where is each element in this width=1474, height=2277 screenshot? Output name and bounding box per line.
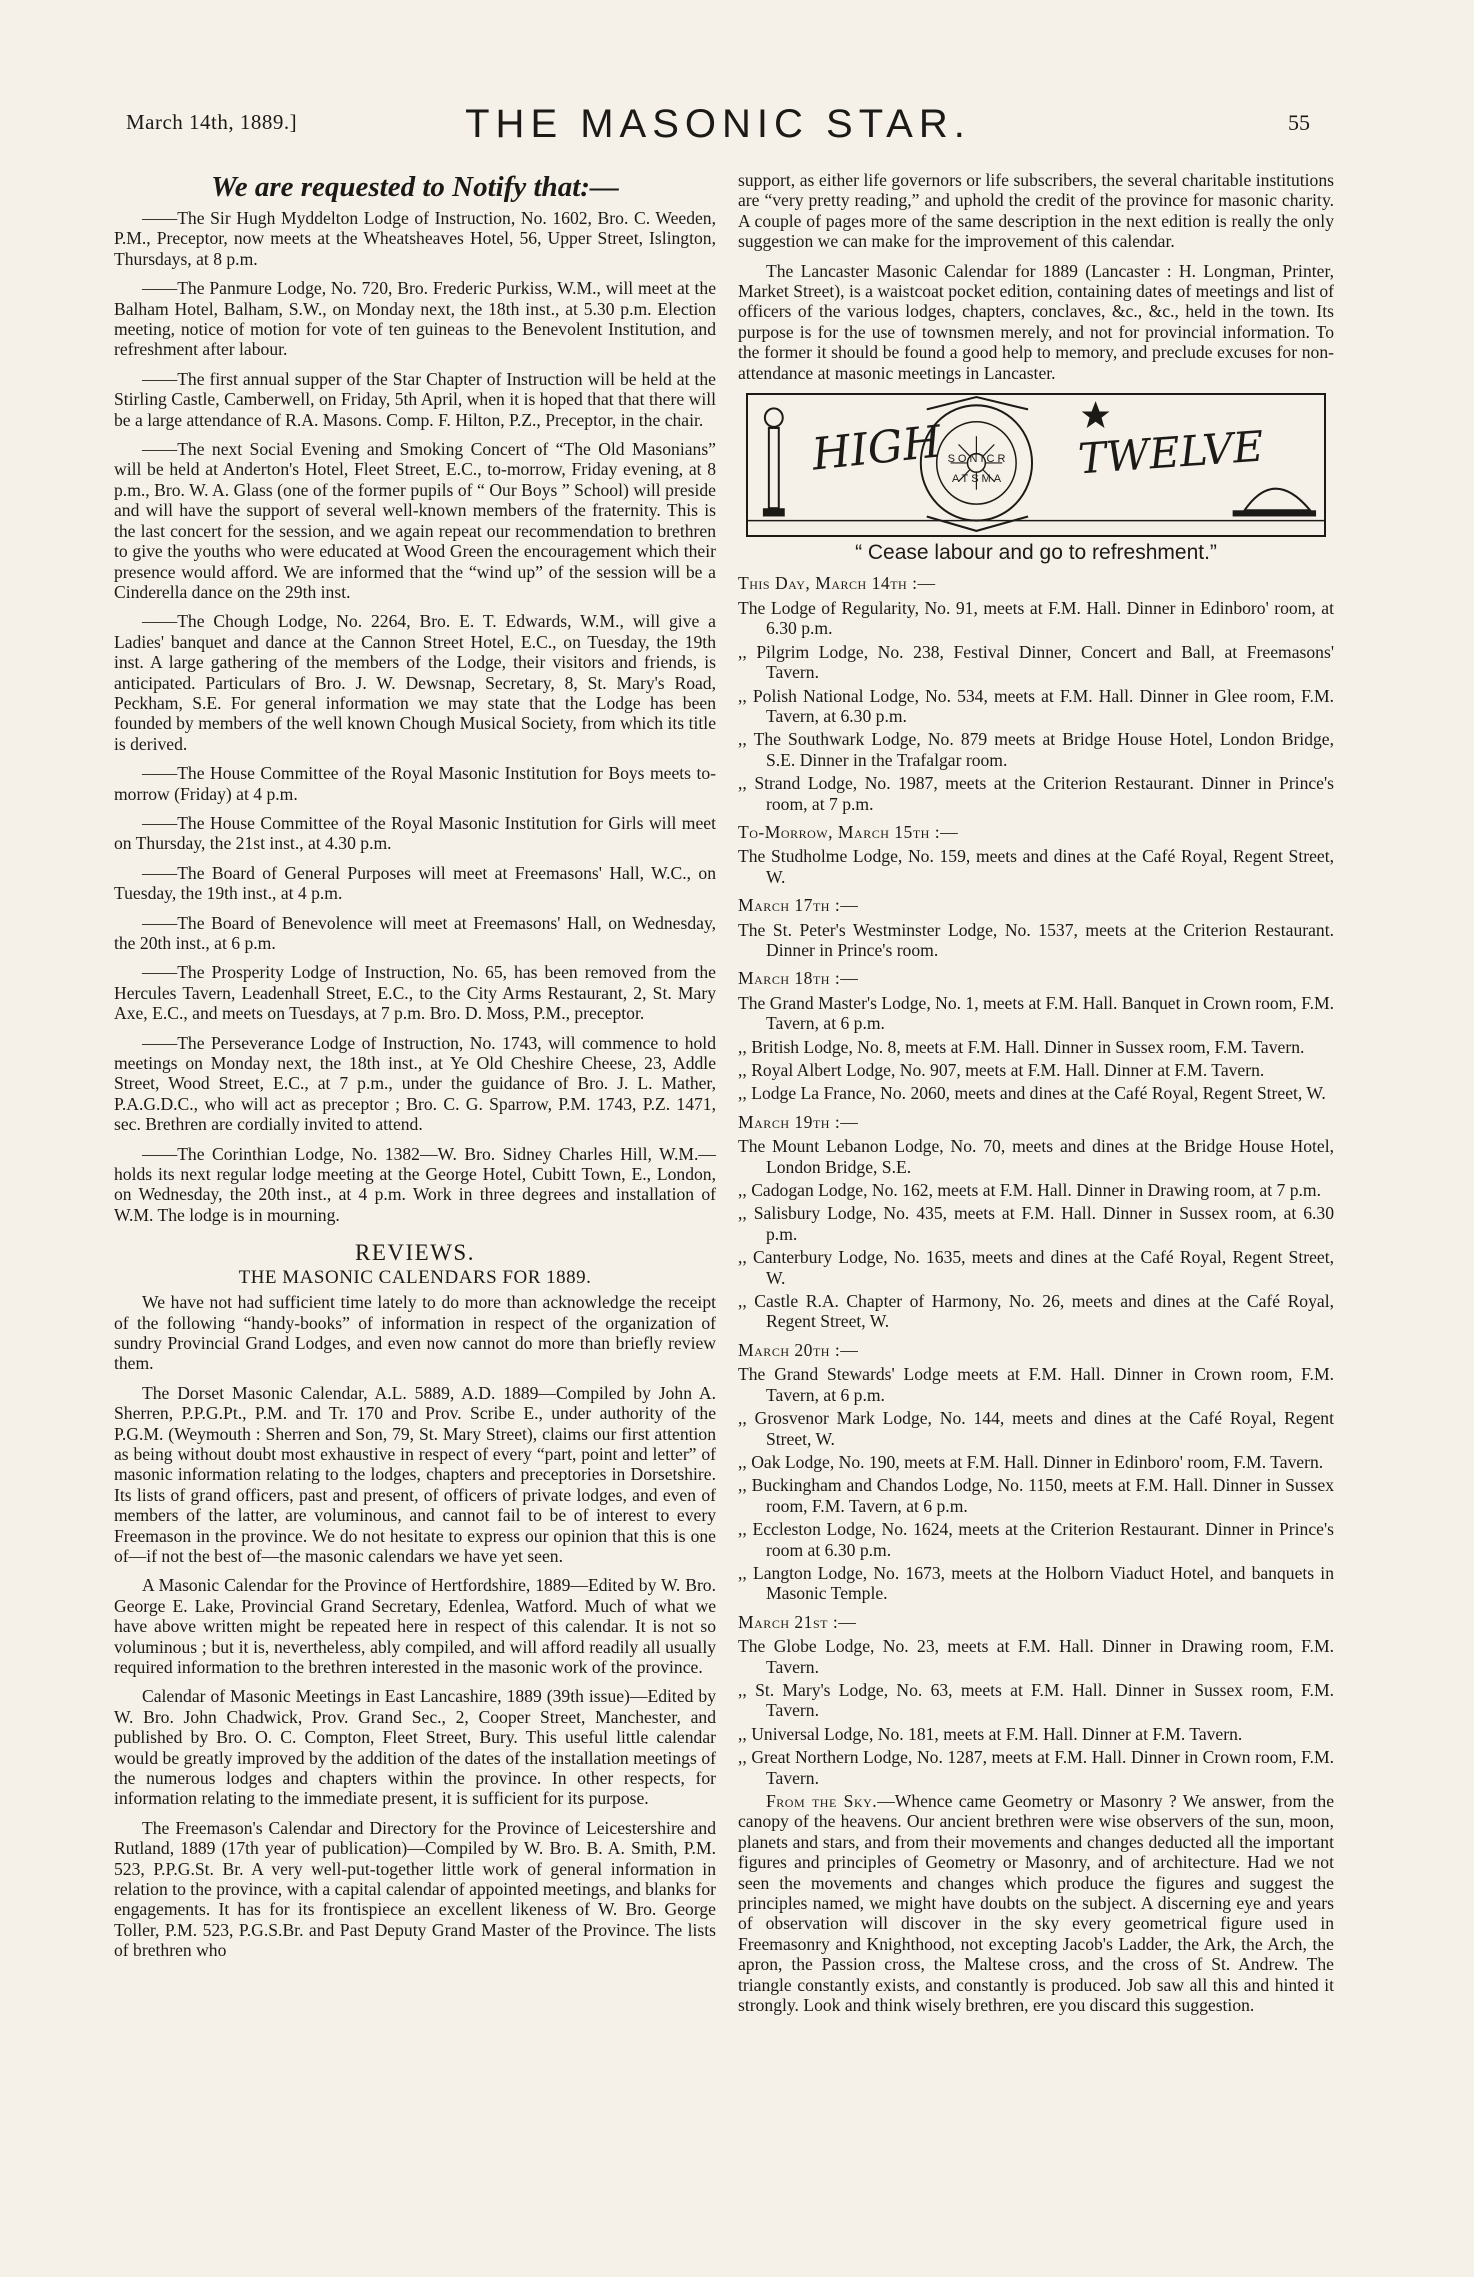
page-number: 55	[1288, 110, 1310, 135]
meeting-entry: ,, Universal Lodge, No. 181, meets at F.M. Hall. Dinner at F.M. Tavern.	[738, 1723, 1243, 1744]
notice-paragraph: ——The Perseverance Lodge of Instruction, No. 1743, will commence to hold meetings on Monday next, the 18th inst., at Ye Old Cheshire Cheese, 23, Addle Street, Wood Street, E.C., at 7 p.m., under the guidance of Bro. J. L. Mather, P.A.G.D.C., who will act as preceptor ; Bro. C. G. Sparrow, P.M. 1743, P.Z. 1471, sec. Brethren are cordially invited to attend.	[114, 1032, 716, 1135]
star-icon	[1082, 401, 1110, 428]
meeting-entry: ,, Canterbury Lodge, No. 1635, meets and dines at the Café Royal, Regent Street, W.	[738, 1247, 1334, 1288]
left-column	[114, 170, 716, 1970]
notice-paragraph: ——The first annual supper of the Star Chapter of Instruction will be held at the Stirling Castle, Camberwell, on Friday, 5th April, when it is hoped that that there will be a large attendance of R.A. Masons. Comp. F. Hilton, P.Z., Preceptor, in the chair.	[114, 368, 716, 430]
meeting-entry: ,, Salisbury Lodge, No. 435, meets at F.M. Hall. Dinner in Sussex room, at 6.30 p.m.	[738, 1203, 1334, 1244]
meetings-day	[738, 968, 1334, 1103]
meeting-entry: ,, Cadogan Lodge, No. 162, meets at F.M. Hall. Dinner in Drawing room, at 7 p.m.	[738, 1180, 1321, 1201]
meeting-entry: The Studholme Lodge, No. 159, meets and dines at the Café Royal, Regent Street, W.	[738, 846, 1334, 887]
high-twelve-banner	[746, 393, 1326, 537]
review-paragraph: A Masonic Calendar for the Province of Hertfordshire, 1889—Edited by W. Bro. George E. Lake, Provincial Grand Secretary, Edenlea, Watford. Much of what we have above written might be repeated here in respect of this calendar. It is not so voluminous ; but it is, nevertheless, ably compiled, and will afford readily all usually required information to the brethren interested in the masonic work of the province.	[114, 1575, 716, 1677]
temple-icon	[1233, 489, 1316, 517]
meeting-entry: ,, The Southwark Lodge, No. 879 meets at Bridge House Hotel, London Bridge, S.E. Dinner in the Trafalgar room.	[738, 729, 1334, 770]
meeting-entry: ,, Oak Lodge, No. 190, meets at F.M. Hall. Dinner in Edinboro' room, F.M. Tavern.	[738, 1451, 1324, 1472]
right-column	[738, 170, 1334, 2024]
meetings-day	[738, 1112, 1334, 1332]
notice-paragraph: ——The Board of General Purposes will meet at Freemasons' Hall, W.C., on Tuesday, the 19th inst., at 4 p.m.	[114, 862, 716, 904]
pillar-icon	[763, 408, 785, 516]
reviews-heading: REVIEWS.	[355, 1240, 475, 1266]
meeting-entry: The St. Peter's Westminster Lodge, No. 1537, meets at the Criterion Restaurant. Dinner in Prince's room.	[738, 919, 1334, 960]
notice-paragraph: ——The Corinthian Lodge, No. 1382—W. Bro. Sidney Charles Hill, W.M.—holds its next regular lodge meeting at the George Hotel, Cubitt Town, E., London, on Wednesday, the 20th inst., at 4 p.m. Work in three degrees and installation of W.M. The lodge is in mourning.	[114, 1143, 716, 1225]
meetings-day	[738, 1340, 1334, 1604]
meeting-entry: ,, St. Mary's Lodge, No. 63, meets at F.M. Hall. Dinner in Sussex room, F.M. Tavern.	[738, 1679, 1334, 1721]
day-heading: This Day, March 14th :—	[738, 573, 936, 594]
banner-caption: “ Cease labour and go to refreshment.”	[855, 541, 1217, 565]
review-continuation: support, as either life governors or life subscribers, the several charitable institutions are “very pretty reading,” and uphold the credit of the province for masonic charity. A couple of pages more of the same description in the next edition is really the only suggestion we can make for the improvement of this calendar.	[738, 170, 1334, 252]
issue-date: March 14th, 1889.]	[126, 110, 298, 134]
day-heading: March 18th :—	[738, 968, 859, 989]
seal-letters: SONICR ATSMA	[947, 453, 1009, 486]
notice-paragraph: ——The next Social Evening and Smoking Concert of “The Old Masonians” will be held at Anderton's Hotel, Fleet Street, E.C., to-morrow, Friday evening, at 8 p.m., Bro. W. A. Glass (one of the former pupils of “ Our Boys ” School) will preside and will have the support of several well-known members of the fraternity. This is the last concert for the session, and we again repeat our recommendation to brethren to give the youths who were educated at Wood Green the encouragement which their presence would afford. We are informed that the “wind up” of the session will be a Cinderella dance on the 29th inst.	[114, 439, 716, 602]
sky-text: —Whence came Geometry or Masonry ? We answer, from the canopy of the heavens. Our ancient brethren were wise observers of the sun, moon, planets and stars, and from their movements and changes deducted all the important figures and principles of Geometry or Masonry, and of architecture. Had we not seen the movements and changes which produce the figures and suggest the principles named, we might have doubts on the subject. A discerning eye and years of observation will discover in the sky every geometrical figure used in Freemasonry and Knighthood, not excepting Jacob's Ladder, the Ark, the Arch, the apron, the Passion cross, the Maltese cross, and the cross of St. Andrew. The triangle constantly exists, and constantly is produced. Job saw all this and hinted it strongly. Look and think wisely brethren, ere you discard this suggestion.	[738, 1791, 1334, 2016]
meeting-entry: ,, Lodge La France, No. 2060, meets and dines at the Café Royal, Regent Street, W.	[738, 1083, 1326, 1104]
notice-paragraph: ——The Board of Benevolence will meet at Freemasons' Hall, on Wednesday, the 20th inst., at 6 p.m.	[114, 912, 716, 953]
notice-paragraph: ——The Panmure Lodge, No. 720, Bro. Frederic Purkiss, W.M., will meet at the Balham Hotel, Balham, S.W., on Monday next, the 18th inst., at 5.30 p.m. Election meeting, notice of motion for vote of ten guineas to the Benevolent Institution, and refreshment after labour.	[114, 278, 716, 360]
meeting-entry: ,, Royal Albert Lodge, No. 907, meets at F.M. Hall. Dinner at F.M. Tavern.	[738, 1060, 1265, 1080]
notices-heading: We are requested to Notify that:—	[211, 171, 619, 203]
meetings-day	[738, 573, 1334, 813]
review-paragraph: The Freemason's Calendar and Directory for the Province of Leicestershire and Rutland, 1889 (17th year of publication)—Compiled by W. Bro. B. A. Smith, P.M. 523, P.P.G.St. Br. A very well-put-together little work of general information in relation to the province, with a capital calendar of appointed meetings, and blanks for engagements. It has for its frontispiece an excellent likeness of W. Bro. George Toller, P.M. 523, P.G.S.Br. and Past Deputy Grand Master of the Province. The lists of brethren who	[114, 1817, 716, 1961]
banner-word-twelve: TWELVE	[1076, 421, 1266, 484]
day-heading: March 20th :—	[738, 1339, 859, 1360]
meeting-entry: ,, Polish National Lodge, No. 534, meets at F.M. Hall. Dinner in Glee room, F.M. Tavern, at 6.30 p.m.	[738, 685, 1334, 726]
notice-paragraph: ——The House Committee of the Royal Masonic Institution for Boys meets to-morrow (Friday) at 4 p.m.	[114, 763, 716, 804]
notice-paragraph: ——The Chough Lodge, No. 2264, Bro. E. T. Edwards, W.M., will give a Ladies' banquet and dance at the Cannon Street Hotel, E.C., on Tuesday, the 19th inst. A large gathering of the members of the Lodge, their visitors and friends, is anticipated. Particulars of Bro. J. W. Dewsnap, Secretary, 8, St. Mary's Road, Peckham, S.E. For general information we may state that the Lodge has been founded by members of the well known Chough Musical Society, from which its title is derived.	[114, 611, 716, 754]
review-paragraph: We have not had sufficient time lately to do more than acknowledge the receipt of the following “handy-books” of information in respect of the organization of sundry Provincial Grand Lodges, and even now cannot do more than briefly review them.	[114, 1292, 716, 1374]
meetings-day	[738, 1612, 1334, 1788]
meeting-entry: ,, Eccleston Lodge, No. 1624, meets at the Criterion Restaurant. Dinner in Prince's room at 6.30 p.m.	[738, 1519, 1334, 1560]
meeting-entry: ,, Buckingham and Chandos Lodge, No. 1150, meets at F.M. Hall. Dinner in Sussex room, F.M. Tavern, at 6 p.m.	[738, 1475, 1334, 1516]
meeting-entry: The Lodge of Regularity, No. 91, meets at F.M. Hall. Dinner in Edinboro' room, at 6.30 p.m.	[738, 597, 1334, 639]
meeting-entry: ,, British Lodge, No. 8, meets at F.M. Hall. Dinner in Sussex room, F.M. Tavern.	[738, 1036, 1305, 1057]
meeting-entry: ,, Langton Lodge, No. 1673, meets at the Holborn Viaduct Hotel, and banquets in Masonic Temple.	[738, 1562, 1334, 1604]
meeting-entry: ,, Strand Lodge, No. 1987, meets at the Criterion Restaurant. Dinner in Prince's room, at 7 p.m.	[738, 773, 1334, 814]
day-heading: March 17th :—	[738, 895, 859, 916]
meeting-entry: The Mount Lebanon Lodge, No. 70, meets and dines at the Bridge House Hotel, London Bridge, S.E.	[738, 1136, 1334, 1177]
meeting-entry: The Globe Lodge, No. 23, meets at F.M. Hall. Dinner in Drawing room, F.M. Tavern.	[738, 1636, 1334, 1677]
day-heading: March 19th :—	[738, 1111, 859, 1132]
meetings-day	[738, 895, 1334, 960]
meeting-entry: The Grand Master's Lodge, No. 1, meets at F.M. Hall. Banquet in Crown room, F.M. Tavern, at 6 p.m.	[738, 992, 1335, 1034]
from-the-sky-paragraph	[738, 1791, 1334, 2015]
notice-paragraph: ——The Prosperity Lodge of Instruction, No. 65, has been removed from the Hercules Tavern, Leadenhall Street, E.C., to the City Arms Restaurant, 2, St. Mary Axe, E.C., and meets on Tuesdays, at 7 p.m. Bro. D. Moss, P.M., preceptor.	[114, 962, 716, 1024]
notice-paragraph: ——The Sir Hugh Myddelton Lodge of Instruction, No. 1602, Bro. C. Weeden, P.M., Preceptor, now meets at the Wheatsheaves Hotel, 56, Upper Street, Islington, Thursdays, at 8 p.m.	[114, 208, 716, 269]
day-heading: To-Morrow, March 15th :—	[738, 821, 959, 842]
meeting-entry: ,, Great Northern Lodge, No. 1287, meets at F.M. Hall. Dinner in Crown room, F.M. Tavern.	[738, 1747, 1334, 1788]
page-header	[126, 102, 1310, 148]
day-heading: March 21st :—	[738, 1611, 857, 1632]
notice-paragraph: ——The House Committee of the Royal Masonic Institution for Girls will meet on Thursday, the 21st inst., at 4.30 p.m.	[114, 812, 716, 854]
meetings-day	[738, 822, 1334, 887]
review-paragraph: The Lancaster Masonic Calendar for 1889 (Lancaster : H. Longman, Printer, Market Street), is a waistcoat pocket edition, containing dates of meetings and list of officers of the various lodges, chapters, conclaves, &c., &c., held in the town. Its purpose is for the use of townsmen merely, and not for provincial information. To the former it should be found a good help to memory, and preclude excuses for non-attendance at masonic meetings in Lancaster.	[738, 260, 1334, 383]
review-paragraph: The Dorset Masonic Calendar, A.L. 5889, A.D. 1889—Compiled by John A. Sherren, P.P.G.Pt., P.M. and Tr. 170 and Prov. Scribe E., under authority of the P.G.M. (Weymouth : Sherren and Son, 79, St. Mary Street), claims our first attention as being without doubt most exhaustive in respect of every “part, point and letter” of masonic information relating to the lodges, chapters and preceptories in Dorsetshire. Its lists of grand officers, past and present, of officers of private lodges, and even of members of the latter, are voluminous, and cannot fail to be of interest to every Freemason in the province. We do not hesitate to express our opinion that this is one of—if not the best of—the masonic calendars we have yet seen.	[114, 1382, 716, 1566]
meeting-entry: The Grand Stewards' Lodge meets at F.M. Hall. Dinner in Crown room, F.M. Tavern, at 6 p.m.	[738, 1364, 1334, 1405]
masthead-title: THE MASONIC STAR.	[465, 102, 971, 146]
meeting-entry: ,, Pilgrim Lodge, No. 238, Festival Dinner, Concert and Ball, at Freemasons' Tavern.	[738, 641, 1334, 683]
sky-lead: From the Sky.	[766, 1791, 878, 1811]
reviews-subheading: THE MASONIC CALENDARS FOR 1889.	[238, 1266, 592, 1288]
review-paragraph: Calendar of Masonic Meetings in East Lancashire, 1889 (39th issue)—Edited by W. Bro. John Chadwick, Prov. Grand Sec., 2, Cooper Street, Manchester, and published by Bro. O. C. Compton, Fleet Street, Bury. This useful little calendar would be greatly improved by the addition of the dates of the installation meetings of the numerous lodges and chapters within the province. In other respects, for information relating to the immediate present, it is sufficient for its purpose.	[114, 1686, 716, 1809]
meeting-entry: ,, Grosvenor Mark Lodge, No. 144, meets and dines at the Café Royal, Regent Street, W.	[738, 1408, 1334, 1449]
meeting-entry: ,, Castle R.A. Chapter of Harmony, No. 26, meets and dines at the Café Royal, Regent Street, W.	[738, 1291, 1334, 1332]
banner-word-high: HIGH	[809, 416, 944, 481]
